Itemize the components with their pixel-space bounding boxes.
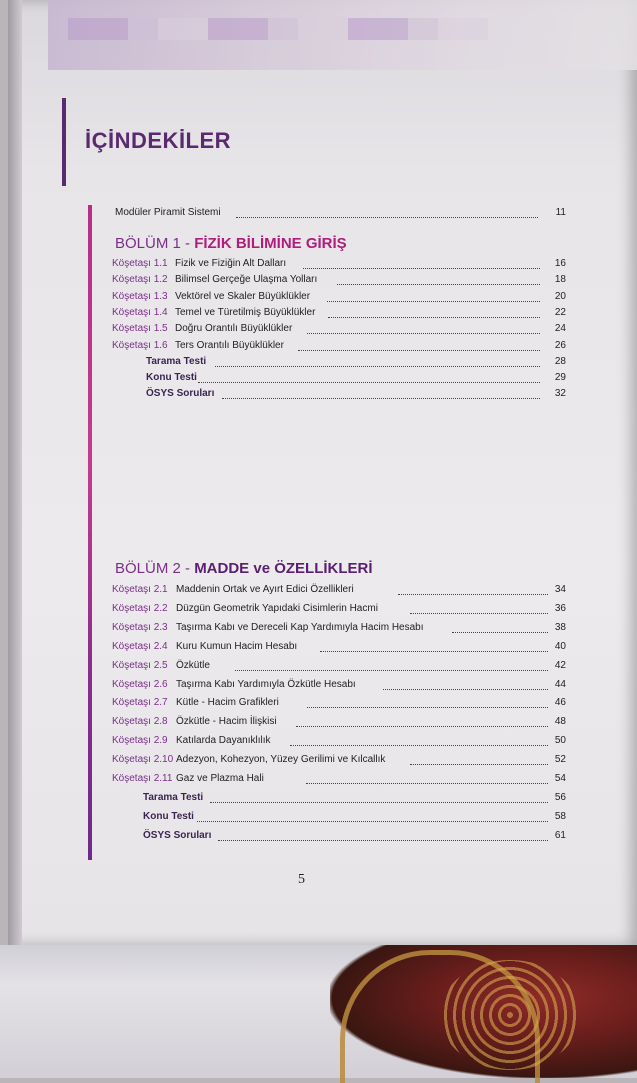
page-ref: 34	[554, 584, 566, 595]
leader-dots	[296, 726, 548, 727]
leader-dots	[290, 745, 548, 746]
kosetasi-label: Köşetaşı 2.7	[112, 697, 168, 709]
page-ref: 61	[554, 829, 566, 841]
toc-label: Kütle - Hacim Grafikleri	[176, 697, 279, 709]
page-ref: 24	[554, 323, 566, 335]
page-ref: 46	[554, 697, 566, 709]
test-label: Konu Testi	[146, 372, 197, 384]
leader-dots	[452, 632, 548, 633]
page-ref: 22	[554, 306, 566, 318]
toc-entry[interactable]	[0, 792, 637, 808]
leader-dots	[215, 366, 540, 367]
section-heading	[115, 560, 373, 577]
toc-entry[interactable]	[0, 735, 637, 751]
toc-entry[interactable]	[0, 716, 637, 732]
toc-label: Kuru Kumun Hacim Hesabı	[176, 640, 298, 652]
kosetasi-label: Köşetaşı 1.1	[112, 258, 168, 269]
test-label: ÖSYS Soruları	[143, 829, 212, 841]
leader-dots	[307, 707, 548, 708]
toc-entry[interactable]	[0, 584, 637, 600]
leader-dots	[235, 670, 548, 671]
test-label: ÖSYS Soruları	[146, 388, 215, 400]
leader-dots	[222, 398, 540, 399]
page-ref: 48	[554, 716, 566, 728]
toc-entry[interactable]	[0, 622, 637, 638]
toc-label: Vektörel ve Skaler Büyüklükler	[175, 290, 311, 302]
test-label: Tarama Testi	[146, 355, 207, 367]
leader-dots	[410, 613, 548, 614]
test-label: Konu Testi	[143, 810, 194, 822]
page-ref: 29	[554, 372, 566, 384]
decorative-header-pattern	[68, 18, 488, 40]
toc-label: Bilimsel Gerçeğe Ulaşma Yolları	[175, 274, 318, 286]
toc-entry[interactable]	[0, 274, 637, 290]
leader-dots	[198, 382, 540, 383]
toc-label: Özkütle - Hacim İlişkisi	[176, 716, 277, 728]
page-ref: 20	[554, 290, 566, 302]
toc-entry[interactable]	[0, 388, 637, 404]
kosetasi-label: Köşetaşı 2.2	[112, 602, 168, 614]
section-heading-title: FİZİK BİLİMİNE GİRİŞ	[194, 235, 347, 252]
leader-dots	[210, 802, 548, 803]
toc-entry[interactable]	[0, 207, 637, 223]
leader-dots	[320, 651, 548, 652]
leader-dots	[383, 689, 548, 690]
leader-dots	[327, 301, 540, 302]
leader-dots	[307, 333, 540, 334]
toc-label: Doğru Orantılı Büyüklükler	[175, 323, 293, 335]
toc-entry[interactable]	[0, 291, 637, 307]
toc-entry[interactable]	[0, 603, 637, 619]
leader-dots	[328, 317, 540, 318]
page-ref: 36	[554, 602, 566, 614]
leader-dots	[197, 821, 548, 822]
title-accent-bar	[62, 98, 66, 186]
toc-entry[interactable]	[0, 307, 637, 323]
kosetasi-label: Köşetaşı 2.4	[112, 640, 168, 652]
page-ref: 18	[554, 274, 566, 286]
toc-entry[interactable]	[0, 641, 637, 657]
kosetasi-label: Köşetaşı 2.9	[112, 735, 168, 747]
page-ref: 26	[554, 339, 566, 351]
toc-label: Modüler Piramit Sistemi	[115, 207, 221, 218]
page-ref: 16	[554, 258, 566, 269]
section-heading-title: MADDE ve ÖZELLİKLERİ	[194, 560, 373, 577]
toc-label: Ters Orantılı Büyüklükler	[175, 339, 284, 351]
toc-entry[interactable]	[0, 372, 637, 388]
toc-entry[interactable]	[0, 679, 637, 695]
page-ref: 58	[554, 810, 566, 822]
toc-entry[interactable]	[0, 323, 637, 339]
toc-label: Temel ve Türetilmiş Büyüklükler	[175, 306, 316, 318]
page-title: İÇİNDEKİLER	[85, 128, 232, 153]
kosetasi-label: Köşetaşı 2.1	[112, 584, 168, 595]
toc-label: Maddenin Ortak ve Ayırt Edici Özellikleri	[176, 584, 354, 595]
toc-label: Fizik ve Fiziğin Alt Dalları	[175, 258, 287, 269]
toc-entry[interactable]	[0, 340, 637, 356]
page-ref: 32	[554, 388, 566, 400]
page-ref: 38	[554, 621, 566, 633]
kosetasi-label: Köşetaşı 1.2	[112, 274, 168, 286]
page-ref: 50	[554, 735, 566, 747]
page-ref: 11	[555, 207, 566, 218]
page-ref: 40	[554, 640, 566, 652]
leader-dots	[306, 783, 548, 784]
kosetasi-label: Köşetaşı 2.8	[112, 716, 168, 728]
page-ref: 56	[554, 791, 566, 803]
page-ref: 42	[554, 659, 566, 671]
kosetasi-label: Köşetaşı 2.3	[112, 621, 168, 633]
section-heading-prefix: BÖLÜM 2 -	[115, 560, 195, 577]
leader-dots	[303, 268, 540, 269]
toc-label: Taşırma Kabı ve Dereceli Kap Yardımıyla Hacim Hesabı	[176, 621, 424, 633]
leader-dots	[337, 284, 540, 285]
toc-entry[interactable]	[0, 773, 637, 789]
leader-dots	[298, 350, 540, 351]
toc-entry[interactable]	[0, 830, 637, 846]
leader-dots	[410, 764, 548, 765]
kosetasi-label: Köşetaşı 1.3	[112, 290, 168, 302]
ornament-pattern	[440, 960, 580, 1070]
kosetasi-label: Köşetaşı 1.5	[112, 323, 168, 335]
toc-label: Özkütle	[176, 659, 210, 671]
toc-entry[interactable]	[0, 258, 637, 274]
toc-label: Gaz ve Plazma Hali	[176, 773, 264, 784]
page-ref: 52	[554, 754, 566, 766]
toc-entry[interactable]	[0, 754, 637, 770]
test-label: Tarama Testi	[143, 791, 204, 803]
kosetasi-label: Köşetaşı 2.6	[112, 678, 168, 690]
toc-label: Katılarda Dayanıklılık	[176, 735, 271, 747]
page-ref: 54	[554, 773, 566, 784]
toc-label: Taşırma Kabı Yardımıyla Özkütle Hesabı	[176, 678, 356, 690]
page-number: 5	[298, 872, 305, 887]
section-heading-prefix: BÖLÜM 1 -	[115, 235, 195, 252]
toc-label: Adezyon, Kohezyon, Yüzey Gerilimi ve Kılcallık	[176, 754, 386, 766]
kosetasi-label: Köşetaşı 2.5	[112, 659, 168, 671]
kosetasi-label: Köşetaşı 1.6	[112, 339, 168, 351]
page-ref: 44	[554, 678, 566, 690]
toc-entry[interactable]	[0, 811, 637, 827]
section-heading	[115, 235, 347, 252]
leader-dots	[218, 840, 548, 841]
toc-label: Düzgün Geometrik Yapıdaki Cisimlerin Hacmi	[176, 602, 378, 614]
page-ref: 28	[554, 355, 566, 367]
kosetasi-label: Köşetaşı 1.4	[112, 306, 168, 318]
kosetasi-label: Köşetaşı 2.11	[112, 773, 173, 784]
leader-dots	[398, 594, 548, 595]
kosetasi-label: Köşetaşı 2.10	[112, 754, 174, 766]
toc-entry[interactable]	[0, 660, 637, 676]
leader-dots	[236, 217, 538, 218]
toc-entry[interactable]	[0, 697, 637, 713]
toc-entry[interactable]	[0, 356, 637, 372]
